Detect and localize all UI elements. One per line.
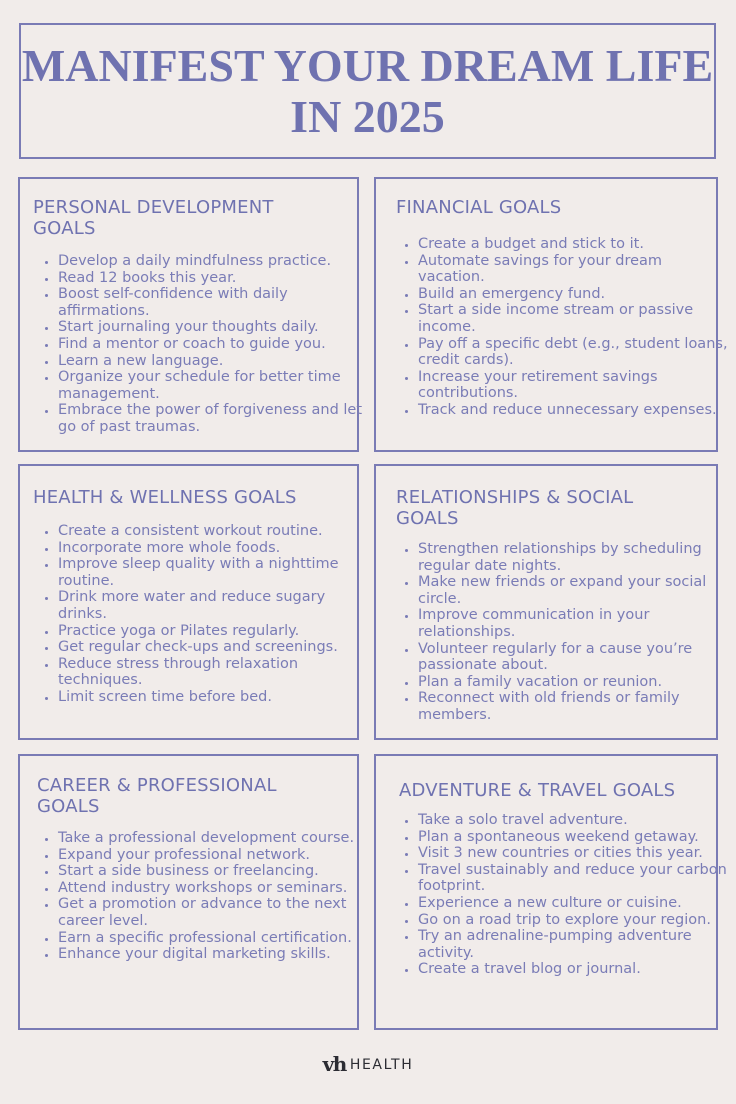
- section-heading: HEALTH & WELLNESS GOALS: [33, 487, 297, 508]
- section-heading: ADVENTURE & TRAVEL GOALS: [399, 780, 676, 801]
- section-heading: RELATIONSHIPS & SOCIAL GOALS: [396, 487, 634, 529]
- goal-item: • Plan a spontaneous weekend getaway.: [418, 829, 732, 846]
- goal-list: [36, 830, 364, 963]
- goal-item: • Embrace the power of forgiveness and let go of past traumas.: [58, 402, 364, 435]
- goal-item: • Get regular check-ups and screenings.: [58, 639, 364, 656]
- goal-item: • Make new friends or expand your social circle.: [418, 574, 732, 607]
- page-title-line-2: IN 2025: [290, 91, 445, 142]
- goal-item: • Learn a new language.: [58, 353, 364, 370]
- brand-text: HEALTH: [349, 1057, 414, 1073]
- section-heading: FINANCIAL GOALS: [396, 197, 562, 218]
- goal-item: • Plan a family vacation or reunion.: [418, 674, 732, 691]
- goal-item: • Enhance your digital marketing skills.: [58, 946, 364, 963]
- goal-item: • Visit 3 new countries or cities this year.: [418, 845, 732, 862]
- goal-item: • Read 12 books this year.: [58, 270, 364, 287]
- goal-item: • Attend industry workshops or seminars.: [58, 880, 364, 897]
- page-title: [22, 40, 713, 142]
- goal-item: • Take a solo travel adventure.: [418, 812, 732, 829]
- goal-item: • Experience a new culture or cuisine.: [418, 895, 732, 912]
- goal-item: • Create a budget and stick to it.: [418, 236, 732, 253]
- goal-item: • Practice yoga or Pilates regularly.: [58, 623, 364, 640]
- goal-item: • Improve communication in your relationships.: [418, 607, 732, 640]
- personal-development-card: [18, 177, 363, 452]
- goal-item: • Go on a road trip to explore your region.: [418, 912, 732, 929]
- goal-item: • Get a promotion or advance to the next career level.: [58, 896, 364, 929]
- goal-list: [36, 253, 364, 436]
- goal-item: • Travel sustainably and reduce your carbon footprint.: [418, 862, 732, 895]
- goal-item: • Improve sleep quality with a nighttime routine.: [58, 556, 364, 589]
- goal-item: • Create a consistent workout routine.: [58, 523, 364, 540]
- title-box: [19, 23, 716, 159]
- goal-item: • Drink more water and reduce sugary drinks.: [58, 589, 364, 622]
- goal-item: • Expand your professional network.: [58, 847, 364, 864]
- health-wellness-card: [18, 464, 359, 740]
- goal-item: • Start a side business or freelancing.: [58, 863, 364, 880]
- brand-logo: [0, 1052, 736, 1076]
- goal-item: • Try an adrenaline-pumping adventure activity.: [418, 928, 732, 961]
- goal-list: [396, 236, 732, 419]
- career-professional-card: [18, 754, 359, 1030]
- goal-item: • Reconnect with old friends or family members.: [418, 690, 732, 723]
- goal-item: • Pay off a specific debt (e.g., student loans, credit cards).: [418, 336, 732, 369]
- goal-item: • Create a travel blog or journal.: [418, 961, 732, 978]
- goal-item: • Develop a daily mindfulness practice.: [58, 253, 364, 270]
- adventure-travel-card: [374, 754, 727, 1030]
- goal-item: • Reduce stress through relaxation techniques.: [58, 656, 364, 689]
- goal-item: • Find a mentor or coach to guide you.: [58, 336, 364, 353]
- section-heading: CAREER & PROFESSIONAL GOALS: [37, 775, 277, 817]
- goal-item: • Incorporate more whole foods.: [58, 540, 364, 557]
- goal-item: • Limit screen time before bed.: [58, 689, 364, 706]
- goal-item: • Increase your retirement savings contributions.: [418, 369, 732, 402]
- goal-item: • Build an emergency fund.: [418, 286, 732, 303]
- relationships-social-card: [374, 464, 718, 740]
- goal-item: • Organize your schedule for better time management.: [58, 369, 364, 402]
- goal-item: • Strengthen relationships by scheduling regular date nights.: [418, 541, 732, 574]
- financial-goals-card: [374, 177, 728, 452]
- page-title-line-1: MANIFEST YOUR DREAM LIFE: [21, 40, 714, 91]
- goal-item: • Start journaling your thoughts daily.: [58, 319, 364, 336]
- goal-item: • Take a professional development course.: [58, 830, 364, 847]
- goal-item: • Track and reduce unnecessary expenses.: [418, 402, 732, 419]
- brand-mark: vh: [322, 1052, 346, 1076]
- goal-item: • Automate savings for your dream vacation.: [418, 253, 732, 286]
- goal-list: [396, 812, 732, 978]
- goal-list: [36, 523, 364, 706]
- goal-item: • Earn a specific professional certification.: [58, 930, 364, 947]
- goal-item: • Boost self-confidence with daily affirmations.: [58, 286, 364, 319]
- goal-item: • Volunteer regularly for a cause you’re passionate about.: [418, 641, 732, 674]
- goal-item: • Start a side income stream or passive income.: [418, 302, 732, 335]
- goal-list: [396, 541, 732, 724]
- section-heading: PERSONAL DEVELOPMENT GOALS: [33, 197, 274, 239]
